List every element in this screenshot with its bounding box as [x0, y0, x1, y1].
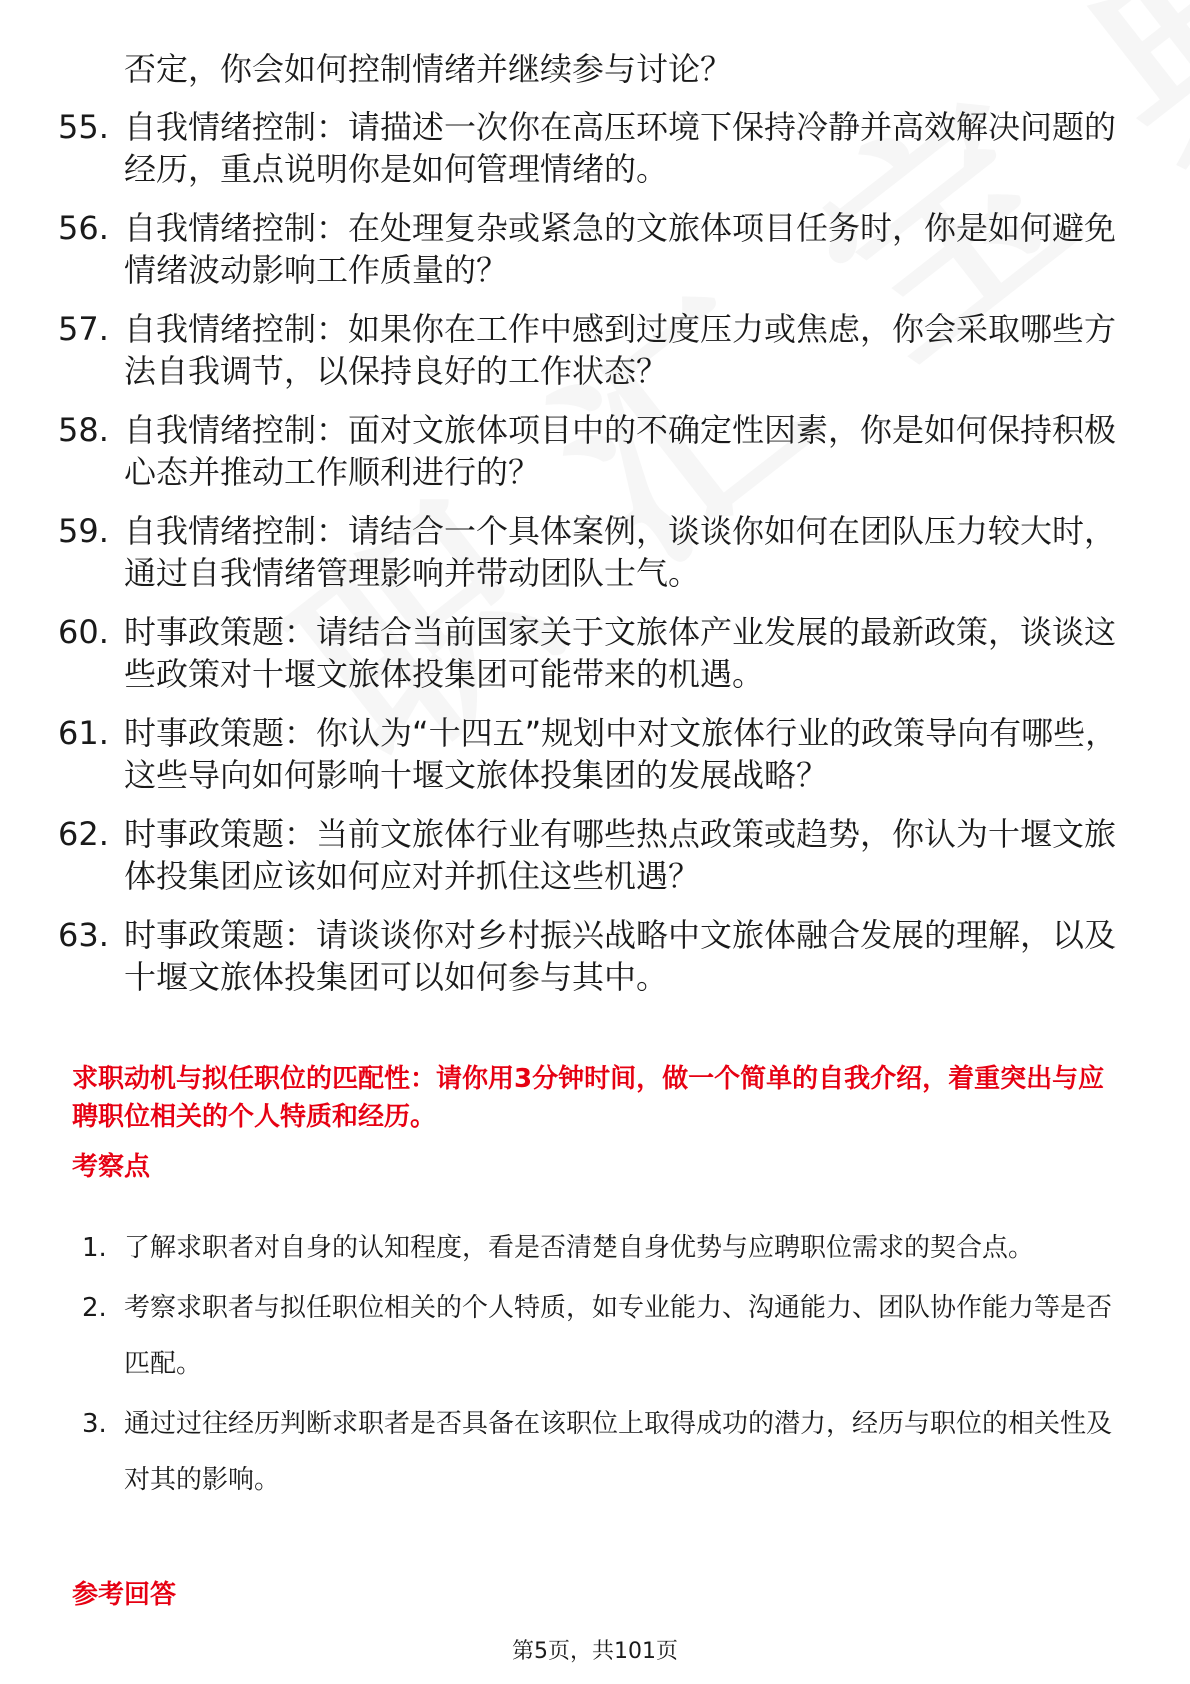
question-text: 自我情绪控制：请描述一次你在高压环境下保持冷静并高效解决问题的经历，重点说明你是如何管理情绪的。 [124, 108, 1117, 188]
assessment-list [82, 1220, 1112, 1512]
question-item [58, 914, 1118, 998]
question-number: 59. [58, 512, 109, 550]
question-item [58, 510, 1118, 594]
question-item [58, 712, 1118, 796]
question-number: 55. [58, 108, 109, 146]
question-text: 自我情绪控制：面对文旅体项目中的不确定性因素，你是如何保持积极心态并推动工作顺利进行的？ [124, 411, 1117, 491]
assessment-number: 1. [82, 1233, 107, 1263]
question-text: 自我情绪控制：请结合一个具体案例，谈谈你如何在团队压力较大时，通过自我情绪管理影响并带动团队士气。 [124, 512, 1117, 592]
question-number: 60. [58, 613, 109, 651]
question-number: 61. [58, 714, 109, 752]
question-item [58, 308, 1118, 392]
question-item [58, 611, 1118, 695]
question-list [58, 48, 1118, 1015]
question-number: 56. [58, 209, 109, 247]
question-number: 62. [58, 815, 109, 853]
assessment-item [82, 1396, 1112, 1508]
assessment-text: 考察求职者与拟任职位相关的个人特质，如专业能力、沟通能力、团队协作能力等是否匹配。 [124, 1293, 1113, 1379]
assessment-item [82, 1220, 1112, 1276]
question-number: 57. [58, 310, 109, 348]
question-text: 时事政策题：你认为“十四五”规划中对文旅体行业的政策导向有哪些，这些导向如何影响十堰文旅体投集团的发展战略？ [124, 714, 1118, 794]
question-text: 时事政策题：请结合当前国家关于文旅体产业发展的最新政策，谈谈这些政策对十堰文旅体投集团可能带来的机遇。 [124, 613, 1117, 693]
page-footer: 第5页，共101页 [512, 1639, 678, 1664]
question-item [58, 409, 1118, 493]
assessment-item [82, 1280, 1112, 1392]
question-number: 58. [58, 411, 109, 449]
question-text: 时事政策题：请谈谈你对乡村振兴战略中文旅体融合发展的理解，以及十堰文旅体投集团可以如何参与其中。 [124, 916, 1117, 996]
assessment-text: 了解求职者对自身的认知程度，看是否清楚自身优势与应聘职位需求的契合点。 [124, 1233, 1035, 1263]
assessment-number: 3. [82, 1409, 107, 1439]
question-item [58, 106, 1118, 190]
question-text: 时事政策题：当前文旅体行业有哪些热点政策或趋势，你认为十堰文旅体投集团应该如何应对并抓住这些机遇？ [124, 815, 1117, 895]
highlighted-question: 求职动机与拟任职位的匹配性：请你用3分钟时间，做一个简单的自我介绍，着重突出与应聘职位相关的个人特质和经历。 [72, 1064, 1105, 1132]
assessment-number: 2. [82, 1293, 107, 1323]
question-text: 自我情绪控制：如果你在工作中感到过度压力或焦虑，你会采取哪些方法自我调节，以保持良好的工作状态？ [124, 310, 1117, 390]
assessment-text: 通过过往经历判断求职者是否具备在该职位上取得成功的潜力，经历与职位的相关性及对其的影响。 [124, 1409, 1113, 1495]
question-number: 63. [58, 916, 109, 954]
question-text: 自我情绪控制：在处理复杂或紧急的文旅体项目任务时，你是如何避免情绪波动影响工作质量的？ [124, 209, 1117, 289]
question-item [58, 813, 1118, 897]
question-continuation: 否定，你会如何控制情绪并继续参与讨论？ [124, 50, 733, 88]
reference-answer-label: 参考回答 [72, 1580, 177, 1610]
assessment-label: 考察点 [72, 1152, 151, 1182]
question-item [58, 207, 1118, 291]
